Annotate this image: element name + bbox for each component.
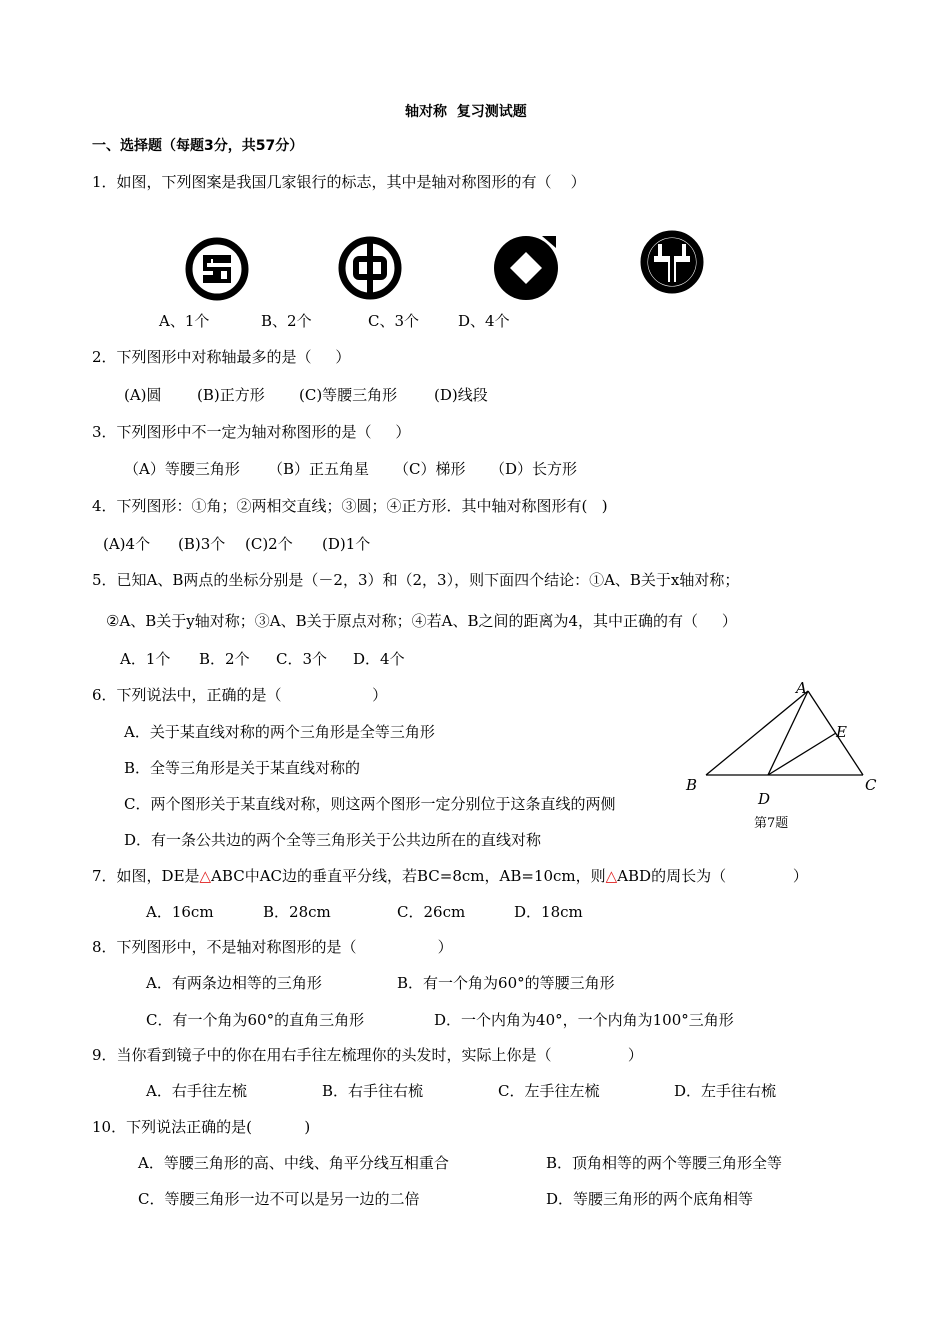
question-7-option-a[interactable]: A．16cm [146, 903, 214, 921]
figure-7-caption: 第7题 [754, 816, 789, 831]
question-4-option-c[interactable]: (C)2个 [245, 535, 293, 553]
question-4-option-b[interactable]: (B)3个 [178, 535, 226, 553]
question-5-option-b[interactable]: B．2个 [199, 650, 250, 668]
bank-logo-abc-icon [638, 228, 706, 296]
question-4-option-d[interactable]: (D)1个 [322, 535, 371, 553]
question-3-option-d[interactable]: （D）长方形 [490, 460, 578, 478]
question-7-option-c[interactable]: C．26cm [397, 903, 466, 921]
question-3-option-b[interactable]: （B）正五角星 [268, 460, 370, 478]
question-10-option-a[interactable]: A．等腰三角形的高、中线、角平分线互相重合 [138, 1154, 449, 1172]
question-4-option-a[interactable]: (A)4个 [103, 535, 151, 553]
question-1-option-b[interactable]: B、2个 [261, 312, 312, 330]
question-3-option-a[interactable]: （A）等腰三角形 [124, 460, 240, 478]
figure-7-triangle [680, 678, 890, 838]
question-10-option-c[interactable]: C．等腰三角形一边不可以是另一边的二倍 [138, 1190, 420, 1208]
question-5-option-c[interactable]: C．3个 [276, 650, 328, 668]
question-10-option-d[interactable]: D．等腰三角形的两个底角相等 [546, 1190, 754, 1208]
vertex-label-b: B [686, 776, 698, 794]
question-5-option-d[interactable]: D．4个 [353, 650, 405, 668]
bank-logo-boc-icon [336, 234, 404, 302]
segment-ab [706, 691, 808, 775]
vertex-label-d: D [758, 790, 771, 808]
page-title: 轴对称 复习测试题 [405, 104, 527, 120]
question-8-stem: 8．下列图形中，不是轴对称图形的是（ ） [92, 938, 453, 956]
question-7-stem-part-2: ABC中AC边的垂直平分线，若BC=8cm，AB=10cm，则 [211, 867, 606, 885]
question-2-option-d[interactable]: (D)线段 [434, 386, 488, 404]
question-9-option-a[interactable]: A．右手往左梳 [146, 1082, 247, 1100]
question-2-option-b[interactable]: (B)正方形 [197, 386, 265, 404]
question-2-option-c[interactable]: (C)等腰三角形 [299, 386, 398, 404]
question-6-option-a[interactable]: A．关于某直线对称的两个三角形是全等三角形 [124, 723, 435, 741]
question-8-option-d[interactable]: D．一个内角为40°，一个内角为100°三角形 [434, 1011, 734, 1029]
section-heading: 一、选择题（每题3分，共57分） [92, 138, 304, 154]
question-1-option-d[interactable]: D、4个 [458, 312, 510, 330]
bank-logo-ccb-icon [490, 230, 562, 302]
question-9-option-b[interactable]: B．右手往右梳 [322, 1082, 424, 1100]
question-3-stem: 3．下列图形中不一定为轴对称图形的是（ ） [92, 423, 411, 441]
question-4-stem: 4．下列图形：①角；②两相交直线；③圆；④正方形．其中轴对称图形有( ) [92, 497, 608, 515]
question-1-option-a[interactable]: A、1个 [159, 312, 210, 330]
question-7-stem-part-1: 7．如图，DE是 [92, 867, 200, 885]
question-6-option-c[interactable]: C．两个图形关于某直线对称，则这两个图形一定分别位于这条直线的两侧 [124, 795, 616, 813]
question-8-option-b[interactable]: B．有一个角为60°的等腰三角形 [397, 974, 615, 992]
question-8-option-c[interactable]: C．有一个角为60°的直角三角形 [146, 1011, 365, 1029]
bank-logo-icbc-icon [184, 236, 250, 302]
question-5-stem-continued: ②A、B关于y轴对称；③A、B关于原点对称；④若A、B之间的距离为4，其中正确的有（ ） [106, 612, 737, 630]
triangle-symbol: △ [605, 867, 618, 885]
vertex-label-a: A [796, 679, 807, 697]
question-6-option-d[interactable]: D．有一条公共边的两个全等三角形关于公共边所在的直线对称 [124, 831, 542, 849]
vertex-label-e: E [836, 723, 847, 741]
question-5-option-a[interactable]: A．1个 [120, 650, 171, 668]
question-9-option-c[interactable]: C．左手往左梳 [498, 1082, 600, 1100]
triangle-symbol: △ [199, 867, 212, 885]
question-3-option-c[interactable]: （C）梯形 [394, 460, 466, 478]
question-7-stem [92, 866, 808, 886]
question-6-stem: 6．下列说法中，正确的是（ ） [92, 686, 388, 704]
question-8-option-a[interactable]: A．有两条边相等的三角形 [146, 974, 322, 992]
question-7-stem-part-3: ABD的周长为（ ） [617, 867, 808, 885]
vertex-label-c: C [865, 776, 877, 794]
question-1-option-c[interactable]: C、3个 [368, 312, 420, 330]
question-9-stem: 9．当你看到镜子中的你在用右手往左梳理你的头发时，实际上你是（ ） [92, 1046, 643, 1064]
question-10-option-b[interactable]: B．顶角相等的两个等腰三角形全等 [546, 1154, 783, 1172]
question-5-stem: 5．已知A、B两点的坐标分别是（－2，3）和（2，3），则下面四个结论：①A、B关于x轴对称； [92, 571, 740, 589]
question-2-stem: 2．下列图形中对称轴最多的是（ ） [92, 348, 351, 366]
question-10-stem: 10．下列说法正确的是( ) [92, 1118, 311, 1136]
question-7-option-d[interactable]: D．18cm [514, 903, 583, 921]
question-7-option-b[interactable]: B．28cm [263, 903, 331, 921]
question-1-stem: 1．如图，下列图案是我国几家银行的标志，其中是轴对称图形的有（ ） [92, 173, 586, 191]
question-2-option-a[interactable]: (A)圆 [124, 386, 162, 404]
question-9-option-d[interactable]: D．左手往右梳 [674, 1082, 777, 1100]
question-6-option-b[interactable]: B．全等三角形是关于某直线对称的 [124, 759, 361, 777]
